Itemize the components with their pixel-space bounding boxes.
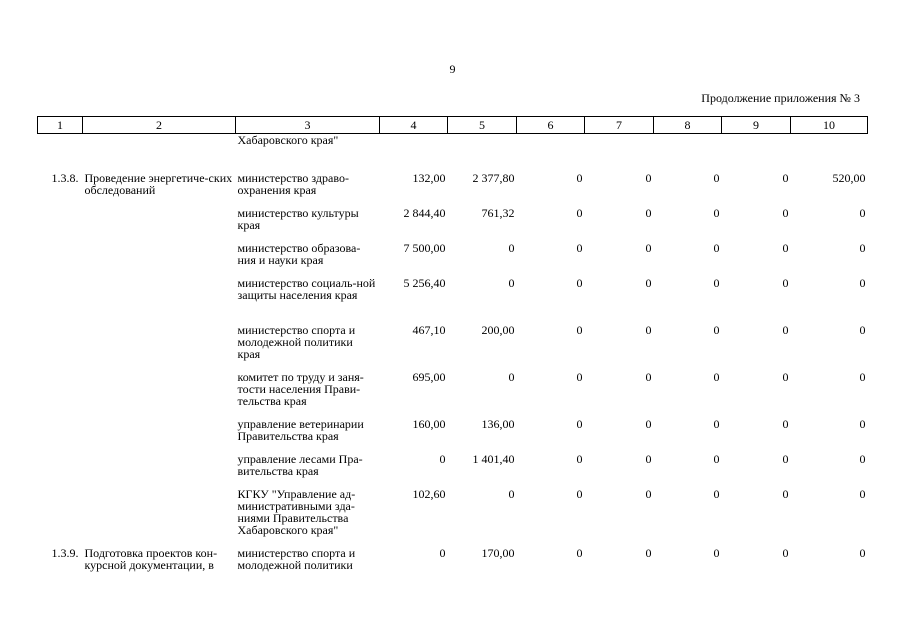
value-cell: 0 bbox=[645, 370, 652, 384]
table-row bbox=[38, 416, 868, 451]
value-cell: 7 500,00 bbox=[403, 241, 446, 255]
name-cell bbox=[83, 486, 236, 545]
value-cell: 0 bbox=[645, 323, 652, 337]
value-cell: 102,60 bbox=[412, 487, 446, 501]
value-cell: 0 bbox=[782, 206, 789, 220]
value-cell: 136,00 bbox=[481, 417, 515, 431]
code-cell bbox=[38, 275, 83, 322]
value-cell: 0 bbox=[439, 546, 446, 560]
value-cell: 0 bbox=[576, 241, 583, 255]
name-cell bbox=[83, 205, 236, 240]
column-header: 10 bbox=[791, 117, 868, 134]
value-cell: 0 bbox=[576, 276, 583, 290]
executor-cell: министерство спорта и молодежной политики края bbox=[237, 323, 356, 361]
value-cell: 695,00 bbox=[412, 370, 446, 384]
continuation-row bbox=[38, 134, 868, 149]
value-cell: 0 bbox=[713, 417, 720, 431]
value-cell: 0 bbox=[859, 241, 866, 255]
value-cell: 0 bbox=[645, 276, 652, 290]
value-cell: 0 bbox=[713, 452, 720, 466]
value-cell: 0 bbox=[859, 417, 866, 431]
value-cell: 0 bbox=[508, 487, 515, 501]
value-cell: 0 bbox=[782, 487, 789, 501]
page-number: 9 bbox=[449, 62, 456, 76]
value-cell: 0 bbox=[645, 546, 652, 560]
executor-cell: КГКУ "Управление ад-министративными зда-ниями Правительства Хабаровского края" bbox=[237, 487, 356, 537]
appendix-table bbox=[37, 116, 868, 580]
value-cell: 0 bbox=[859, 546, 866, 560]
value-cell: 0 bbox=[713, 370, 720, 384]
value-cell: 0 bbox=[645, 487, 652, 501]
value-cell: 0 bbox=[782, 323, 789, 337]
table-row bbox=[38, 170, 868, 205]
executor-cell: министерство спорта и молодежной политики bbox=[237, 546, 356, 572]
value-cell: 0 bbox=[508, 370, 515, 384]
value-cell: 0 bbox=[576, 206, 583, 220]
value-cell: 0 bbox=[645, 171, 652, 185]
value-cell: 170,00 bbox=[481, 546, 515, 560]
value-cell: 0 bbox=[713, 276, 720, 290]
column-header: 9 bbox=[722, 117, 791, 134]
executor-cell: Хабаровского края" bbox=[237, 133, 339, 147]
column-header: 7 bbox=[585, 117, 654, 134]
column-header: 1 bbox=[38, 117, 83, 134]
value-cell: 0 bbox=[859, 452, 866, 466]
code-cell bbox=[38, 240, 83, 275]
value-cell: 0 bbox=[859, 276, 866, 290]
value-cell: 0 bbox=[782, 370, 789, 384]
code-cell: 1.3.8. bbox=[51, 171, 79, 185]
executor-cell: управление лесами Пра-вительства края bbox=[237, 452, 363, 478]
column-header: 3 bbox=[236, 117, 380, 134]
value-cell: 0 bbox=[859, 487, 866, 501]
value-cell: 1 401,40 bbox=[472, 452, 515, 466]
value-cell: 761,32 bbox=[481, 206, 515, 220]
value-cell: 520,00 bbox=[832, 171, 866, 185]
value-cell: 0 bbox=[859, 370, 866, 384]
table-row bbox=[38, 545, 868, 580]
continuation-label: Продолжение приложения № 3 bbox=[701, 91, 860, 105]
value-cell: 0 bbox=[645, 241, 652, 255]
value-cell: 0 bbox=[576, 171, 583, 185]
value-cell: 467,10 bbox=[412, 323, 446, 337]
executor-cell: министерство здраво-охранения края bbox=[237, 171, 349, 197]
value-cell: 0 bbox=[576, 323, 583, 337]
value-cell: 0 bbox=[645, 417, 652, 431]
executor-cell: министерство культуры края bbox=[237, 206, 359, 232]
name-cell: Проведение энергетиче-ских обследований bbox=[84, 171, 233, 197]
column-header: 4 bbox=[380, 117, 448, 134]
name-cell bbox=[83, 369, 236, 416]
name-cell bbox=[83, 275, 236, 322]
executor-cell: министерство образова-ния и науки края bbox=[237, 241, 361, 267]
value-cell: 0 bbox=[713, 241, 720, 255]
table-row bbox=[38, 275, 868, 322]
code-cell: 1.3.9. bbox=[51, 546, 79, 560]
value-cell: 0 bbox=[782, 241, 789, 255]
value-cell: 0 bbox=[508, 276, 515, 290]
value-cell: 0 bbox=[713, 323, 720, 337]
value-cell: 0 bbox=[782, 276, 789, 290]
value-cell: 0 bbox=[713, 206, 720, 220]
value-cell: 0 bbox=[439, 452, 446, 466]
executor-cell: министерство социаль-ной защиты населения края bbox=[237, 276, 376, 302]
value-cell: 0 bbox=[576, 370, 583, 384]
value-cell: 0 bbox=[576, 417, 583, 431]
value-cell: 5 256,40 bbox=[403, 276, 446, 290]
value-cell: 0 bbox=[782, 417, 789, 431]
code-cell bbox=[38, 486, 83, 545]
code-cell bbox=[38, 451, 83, 486]
value-cell: 160,00 bbox=[412, 417, 446, 431]
value-cell: 0 bbox=[713, 171, 720, 185]
value-cell: 0 bbox=[859, 323, 866, 337]
name-cell bbox=[83, 240, 236, 275]
value-cell: 0 bbox=[645, 206, 652, 220]
name-cell bbox=[83, 322, 236, 369]
value-cell: 0 bbox=[713, 487, 720, 501]
table-row bbox=[38, 451, 868, 486]
value-cell: 0 bbox=[859, 206, 866, 220]
value-cell: 0 bbox=[782, 546, 789, 560]
table-row bbox=[38, 369, 868, 416]
executor-cell: комитет по труду и заня-тости населения Прави-тельства края bbox=[237, 370, 364, 408]
value-cell: 0 bbox=[713, 546, 720, 560]
column-header: 6 bbox=[517, 117, 585, 134]
column-header: 2 bbox=[83, 117, 236, 134]
table-row bbox=[38, 322, 868, 369]
value-cell: 132,00 bbox=[412, 171, 446, 185]
executor-cell: управление ветеринарии Правительства края bbox=[237, 417, 364, 443]
code-cell bbox=[38, 205, 83, 240]
column-header: 8 bbox=[654, 117, 722, 134]
column-number-header bbox=[38, 117, 868, 134]
value-cell: 2 377,80 bbox=[472, 171, 515, 185]
column-header: 5 bbox=[448, 117, 517, 134]
table-row bbox=[38, 205, 868, 240]
name-cell: Подготовка проектов кон-курсной документации, в bbox=[84, 546, 218, 572]
code-cell bbox=[38, 369, 83, 416]
value-cell: 200,00 bbox=[481, 323, 515, 337]
value-cell: 0 bbox=[576, 487, 583, 501]
table-row bbox=[38, 486, 868, 545]
value-cell: 2 844,40 bbox=[403, 206, 446, 220]
code-cell bbox=[38, 322, 83, 369]
code-cell bbox=[38, 416, 83, 451]
value-cell: 0 bbox=[576, 452, 583, 466]
value-cell: 0 bbox=[782, 171, 789, 185]
name-cell bbox=[83, 451, 236, 486]
value-cell: 0 bbox=[645, 452, 652, 466]
value-cell: 0 bbox=[508, 241, 515, 255]
table-row bbox=[38, 240, 868, 275]
name-cell bbox=[83, 416, 236, 451]
value-cell: 0 bbox=[782, 452, 789, 466]
value-cell: 0 bbox=[576, 546, 583, 560]
